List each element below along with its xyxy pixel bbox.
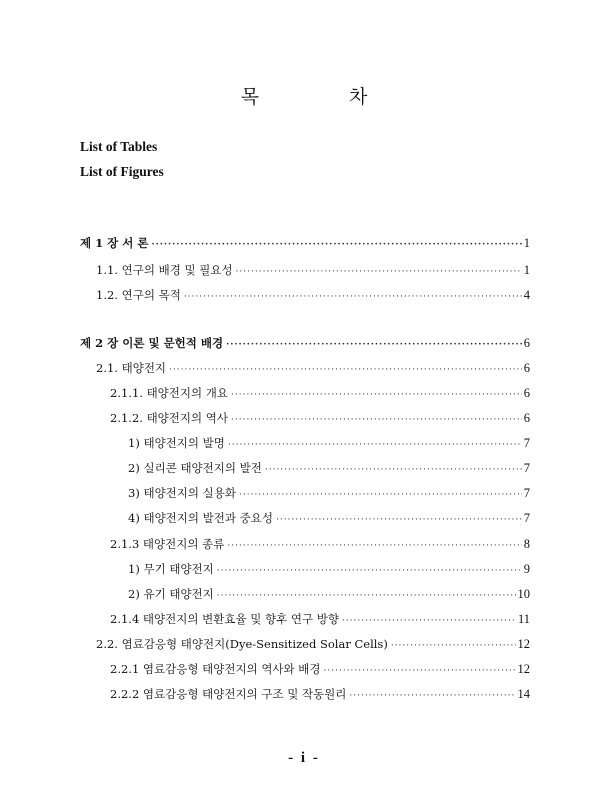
toc-dot-leader bbox=[231, 387, 522, 403]
toc-page-number: 6 bbox=[523, 386, 530, 400]
toc-entry-label: 2) 실리콘 태양전지의 발전 bbox=[128, 461, 262, 475]
toc-entry[interactable] bbox=[128, 586, 530, 604]
toc-page-number: 6 bbox=[523, 361, 530, 375]
toc-entry-label: 2.1.1. 태양전지의 개요 bbox=[110, 386, 228, 400]
toc-dot-leader bbox=[265, 462, 522, 478]
toc-entry-label: 2.1.2. 태양전지의 역사 bbox=[110, 411, 228, 425]
toc-entry-label: 2.1.3 태양전지의 종류 bbox=[110, 537, 225, 551]
toc-entry-label: 1) 무기 태양전지 bbox=[128, 562, 214, 576]
toc-entry[interactable] bbox=[110, 410, 530, 428]
toc-page-number: 10 bbox=[517, 587, 530, 601]
toc-entry[interactable] bbox=[128, 460, 530, 478]
toc-page-number: 8 bbox=[523, 537, 530, 551]
toc-page-number: 12 bbox=[517, 662, 530, 676]
toc-chapter-entry[interactable] bbox=[80, 335, 530, 353]
toc-dot-leader bbox=[231, 412, 522, 428]
toc-entry-label: 제 2 장 이론 및 문헌적 배경 bbox=[80, 336, 224, 350]
toc-dot-leader bbox=[342, 613, 516, 629]
toc-dot-leader bbox=[239, 487, 522, 503]
toc-page-number: 7 bbox=[523, 486, 530, 500]
toc-page-number: 6 bbox=[523, 336, 530, 350]
toc-page-number: 6 bbox=[523, 411, 530, 425]
toc-entry[interactable] bbox=[96, 262, 530, 280]
toc-page-number: 4 bbox=[523, 288, 530, 302]
toc-entry[interactable] bbox=[128, 435, 530, 453]
toc-dot-leader bbox=[276, 512, 522, 528]
toc-dot-leader bbox=[217, 563, 522, 579]
toc-entry[interactable] bbox=[96, 636, 530, 654]
toc-dot-leader bbox=[226, 337, 522, 353]
list-of-tables-link[interactable]: List of Tables bbox=[80, 139, 158, 154]
toc-entry[interactable] bbox=[96, 360, 530, 378]
toc-dot-leader bbox=[227, 538, 521, 554]
toc-entry[interactable] bbox=[110, 661, 530, 679]
toc-page-number: 14 bbox=[517, 687, 530, 701]
toc-page-number: 7 bbox=[523, 511, 530, 525]
toc-dot-leader bbox=[349, 688, 515, 704]
toc-entry-label: 2) 유기 태양전지 bbox=[128, 587, 214, 601]
toc-entry-label: 2.2. 염료감응형 태양전지(Dye-Sensitized Solar Cells) bbox=[96, 637, 388, 651]
toc-entry-label: 1.2. 연구의 목적 bbox=[96, 288, 181, 302]
toc-chapter-entry[interactable] bbox=[80, 235, 530, 253]
page-number-footer: - i - bbox=[288, 750, 320, 766]
toc-dot-leader bbox=[184, 289, 522, 305]
toc-entry-label: 1.1. 연구의 배경 및 필요성 bbox=[96, 263, 233, 277]
toc-entry-label: 2.2.1 염료감응형 태양전지의 역사와 배경 bbox=[110, 662, 321, 676]
toc-entry-label: 2.1. 태양전지 bbox=[96, 361, 167, 375]
list-of-figures-link[interactable]: List of Figures bbox=[80, 164, 164, 179]
toc-page-number: 1 bbox=[523, 263, 530, 277]
toc-dot-leader bbox=[324, 663, 516, 679]
toc-entry-label: 2.2.2 염료감응형 태양전지의 구조 및 작동원리 bbox=[110, 687, 347, 701]
toc-entry[interactable] bbox=[110, 611, 530, 629]
toc-entry-label: 2.1.4 태양전지의 변환효율 및 향후 연구 방향 bbox=[110, 612, 339, 626]
toc-entry[interactable] bbox=[110, 385, 530, 403]
page-title: 목 차 bbox=[240, 86, 410, 108]
toc-entry-label: 1) 태양전지의 발명 bbox=[128, 436, 225, 450]
toc-entry-label: 제 1 장 서 론 bbox=[80, 236, 149, 250]
toc-entry[interactable] bbox=[128, 561, 530, 579]
toc-dot-leader bbox=[391, 638, 516, 654]
toc-entry[interactable] bbox=[96, 287, 530, 305]
toc-dot-leader bbox=[169, 362, 522, 378]
toc-dot-leader bbox=[236, 264, 522, 280]
toc-page-number: 7 bbox=[523, 461, 530, 475]
toc-dot-leader bbox=[228, 437, 522, 453]
toc-entry[interactable] bbox=[128, 510, 530, 528]
toc-entry-label: 3) 태양전지의 실용화 bbox=[128, 486, 236, 500]
toc-entry[interactable] bbox=[110, 536, 530, 554]
toc-dot-leader bbox=[217, 588, 516, 604]
toc-entry[interactable] bbox=[128, 485, 530, 503]
toc-entry-label: 4) 태양전지의 발전과 중요성 bbox=[128, 511, 273, 525]
toc-page-number: 1 bbox=[523, 236, 530, 250]
toc-page-number: 12 bbox=[517, 637, 530, 651]
toc-page-number: 9 bbox=[523, 562, 530, 576]
toc-dot-leader bbox=[151, 237, 521, 253]
toc-page-number: 7 bbox=[523, 436, 530, 450]
toc-entry[interactable] bbox=[110, 686, 530, 704]
toc-page-number: 11 bbox=[517, 612, 530, 626]
